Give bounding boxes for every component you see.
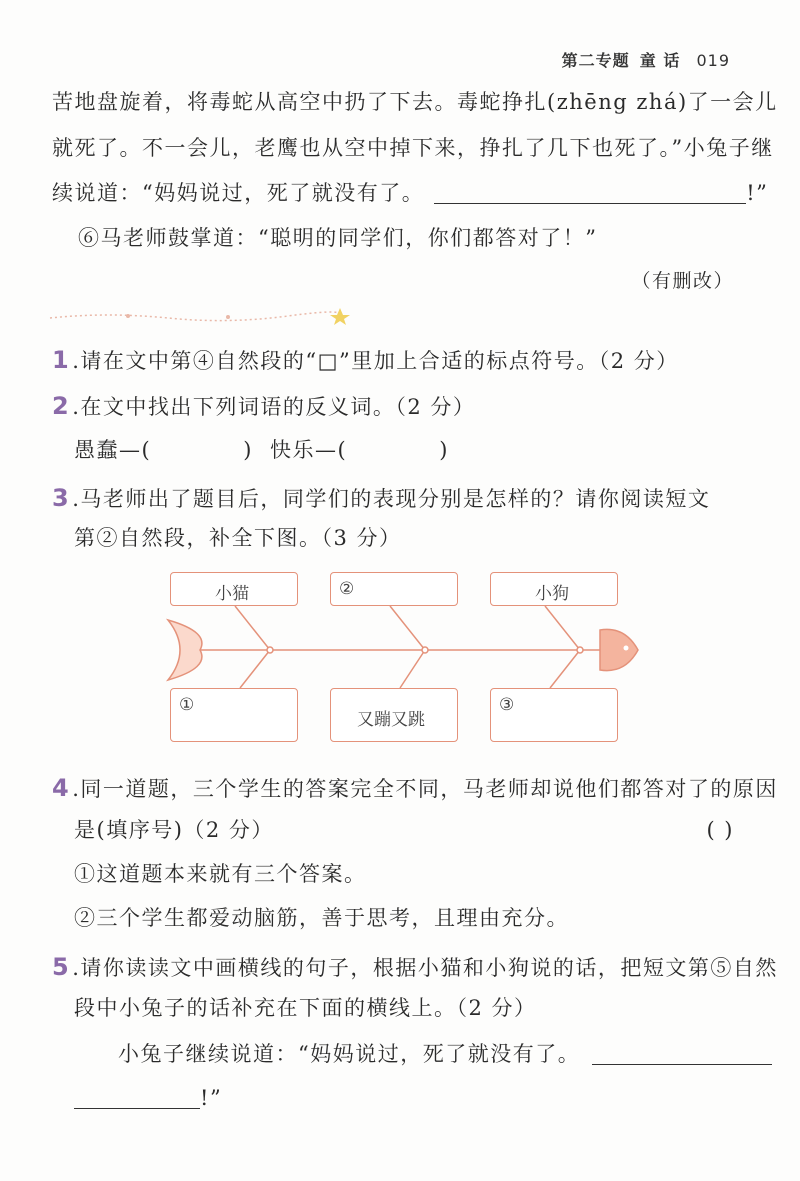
question-4-text-2: 是(填序号)（2 分）	[74, 818, 274, 842]
question-5-answer-line-1	[118, 1044, 772, 1065]
passage-line-3-text: 续说道：“妈妈说过，死了就没有了。	[52, 181, 425, 205]
question-5	[52, 955, 778, 979]
question-1-text: .请在文中第④自然段的“□”里加上合适的标点符号。（2 分）	[72, 349, 679, 373]
decorative-divider	[48, 304, 353, 326]
question-5-answer-line-2	[74, 1088, 222, 1109]
antonym-close-a: )	[243, 438, 253, 462]
passage-line-3	[52, 183, 768, 204]
answer-blank-2[interactable]	[74, 1108, 200, 1109]
fish-eye-icon	[624, 646, 629, 651]
passage-line-2: 就死了。不一会儿，老鹰也从空中掉下来，挣扎了几下也死了。”小兔子继	[52, 136, 774, 160]
fishbone-box-bottom-2[interactable]	[330, 688, 458, 742]
fishbone-box-top-1[interactable]	[170, 572, 298, 606]
fishbone-label-1: ①	[179, 695, 195, 715]
fish-head-icon	[600, 629, 638, 670]
question-2-number: 2	[52, 392, 71, 420]
star-icon	[330, 308, 350, 325]
fishbone-box-bottom-1[interactable]	[170, 688, 298, 742]
antonym-label-b: 快乐—(	[270, 438, 348, 462]
answer-blank-1[interactable]	[592, 1064, 772, 1065]
question-1	[52, 348, 679, 372]
fishbone-label-cat: 小猫	[215, 584, 249, 604]
fishbone-label-2: ②	[339, 579, 355, 599]
question-1-number: 1	[52, 346, 71, 374]
source-note: （有删改）	[631, 270, 734, 292]
question-3-text: .马老师出了题目后，同学们的表现分别是怎样的？请你阅读短文	[72, 487, 711, 511]
question-2-fill-a[interactable]	[74, 440, 253, 461]
header-section: 第二专题	[561, 51, 630, 70]
question-4	[52, 776, 778, 800]
page-number: 019	[696, 51, 730, 70]
fishbone-label-dog: 小狗	[535, 584, 569, 604]
fish-tail-icon	[168, 620, 202, 680]
question-5-text-2: 段中小兔子的话补充在下面的横线上。（2 分）	[74, 996, 537, 1020]
question-4-number: 4	[52, 774, 71, 802]
question-4-text: .同一道题，三个学生的答案完全不同，马老师却说他们都答对了的原因	[72, 777, 778, 801]
antonym-label-a: 愚蠢—(	[74, 438, 152, 462]
question-5-number: 5	[52, 953, 71, 981]
question-4-answer-box[interactable]: ( )	[706, 818, 734, 842]
answer-blank[interactable]	[434, 203, 746, 204]
header-topic: 童 话	[639, 51, 681, 70]
fishbone-label-jump: 又蹦又跳	[357, 710, 425, 730]
passage-line-4: ⑥马老师鼓掌道：“聪明的同学们，你们都答对了！”	[78, 226, 598, 250]
passage-line-1: 苦地盘旋着，将毒蛇从高空中扔了下去。毒蛇挣扎(zhēng zhá)了一会儿	[52, 90, 778, 114]
question-3	[52, 486, 710, 510]
page-header	[562, 48, 730, 71]
fishbone-box-top-2[interactable]	[330, 572, 458, 606]
fishbone-box-bottom-3[interactable]	[490, 688, 618, 742]
fishbone-box-top-3[interactable]	[490, 572, 618, 606]
answer-suffix: !”	[200, 1086, 223, 1110]
question-3-number: 3	[52, 484, 71, 512]
question-4-option-1: ①这道题本来就有三个答案。	[74, 862, 367, 886]
question-2-text: .在文中找出下列词语的反义词。（2 分）	[72, 395, 476, 419]
question-3-text-2: 第②自然段，补全下图。（3 分）	[74, 526, 402, 550]
question-5-text: .请你读读文中画横线的句子，根据小猫和小狗说的话，把短文第⑤自然	[72, 956, 778, 980]
antonym-close-b: )	[439, 438, 449, 462]
question-2-fill-b[interactable]	[270, 440, 449, 461]
question-2	[52, 394, 475, 418]
passage-line-3-end: !”	[746, 181, 769, 205]
fishbone-label-3: ③	[499, 695, 515, 715]
answer-prefix: 小兔子继续说道：“妈妈说过，死了就没有了。	[118, 1042, 581, 1066]
question-4-option-2: ②三个学生都爱动脑筋，善于思考，且理由充分。	[74, 906, 569, 930]
